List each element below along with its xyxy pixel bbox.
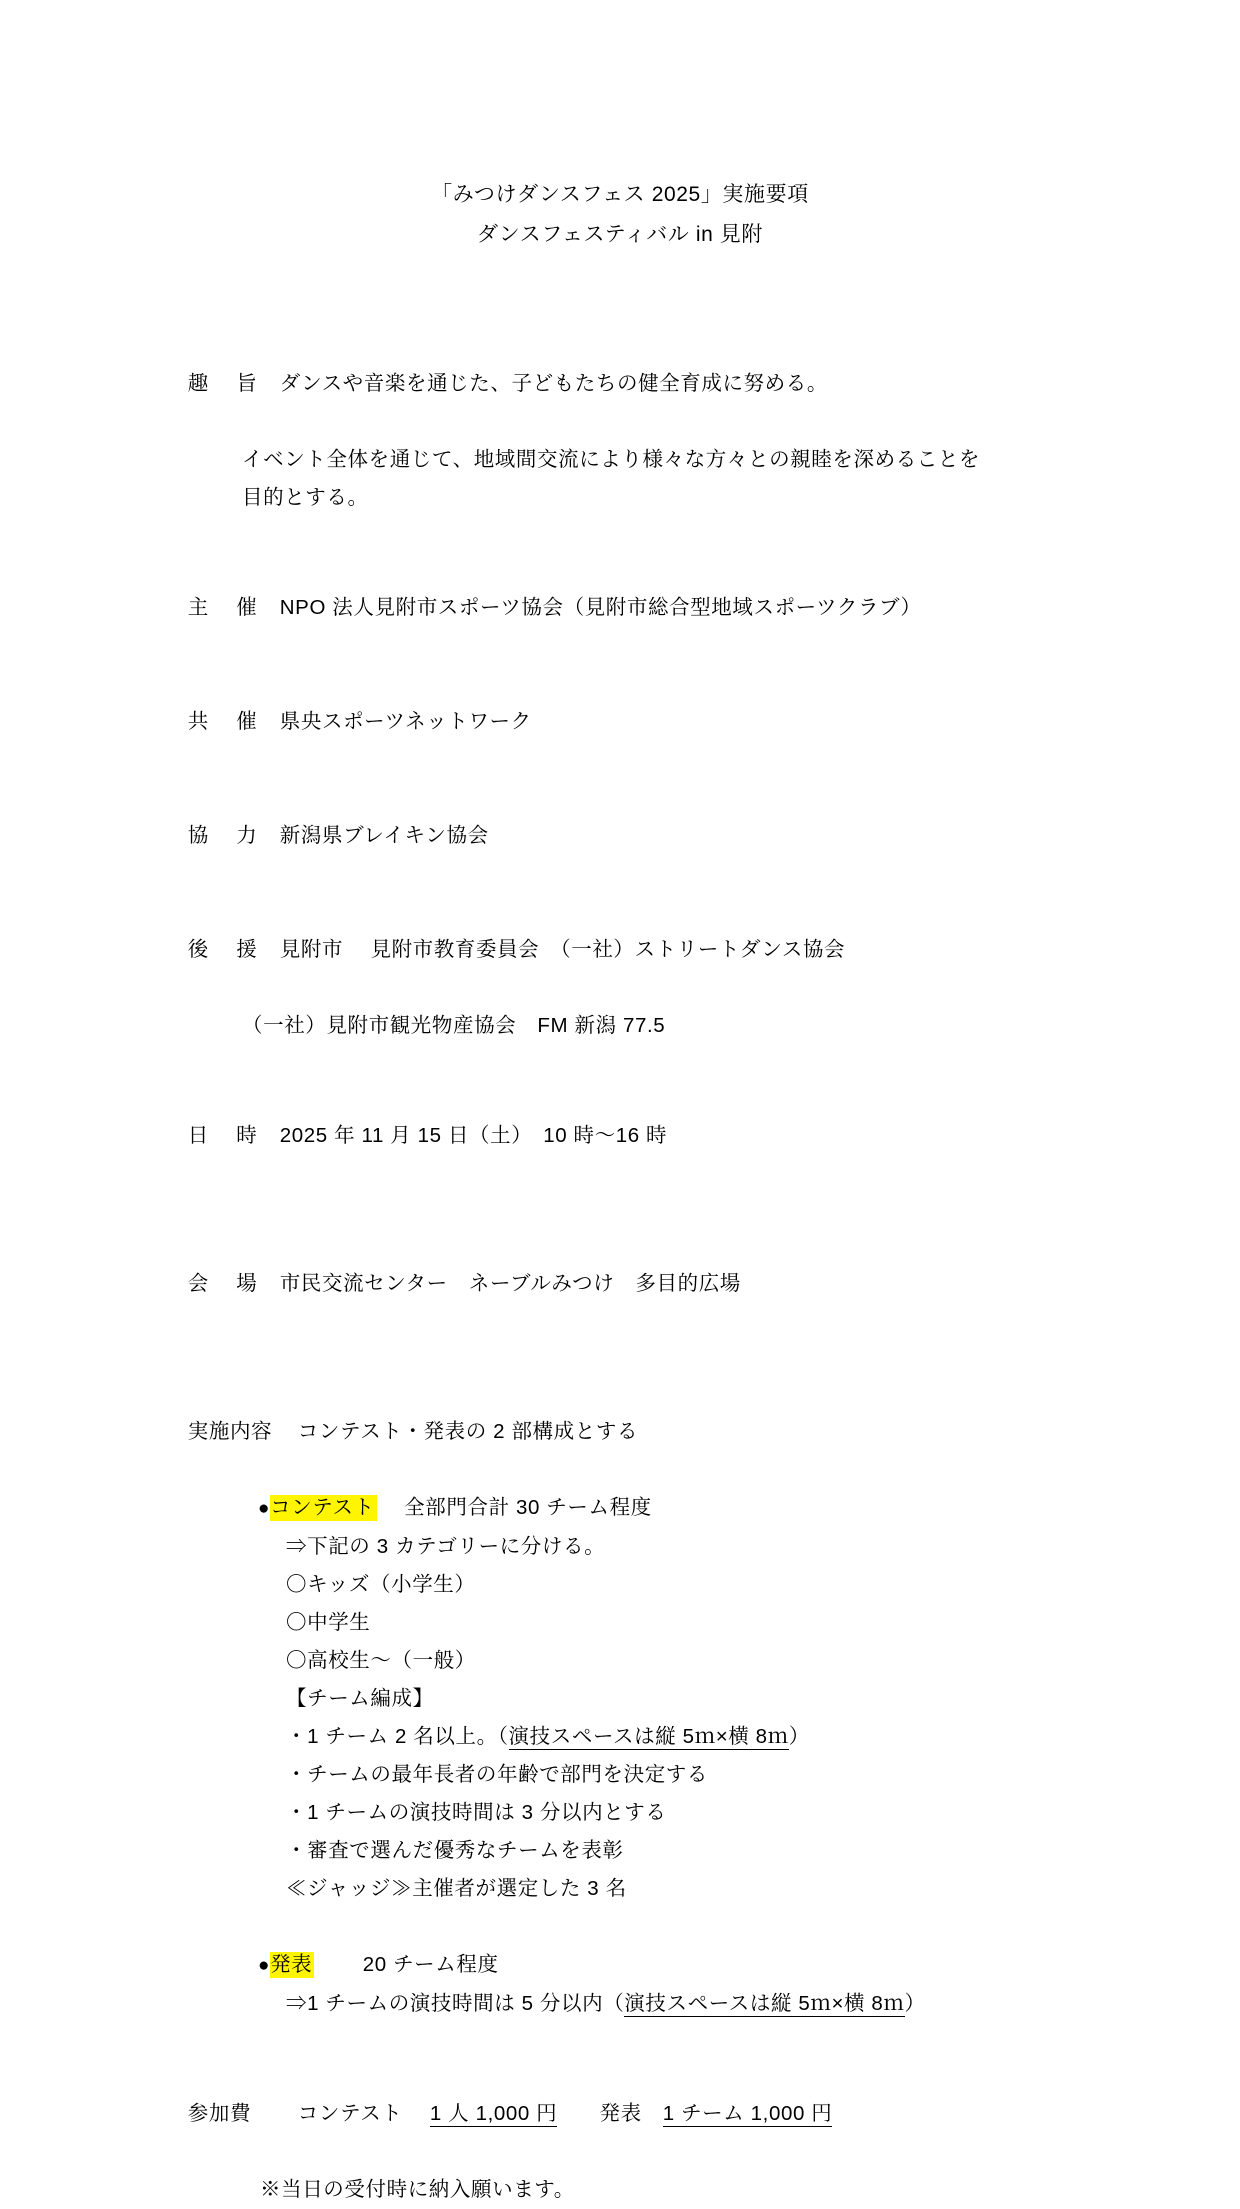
- contest-heading-highlight: コンテスト: [270, 1496, 375, 1519]
- spacer-5: [150, 1908, 1090, 1946]
- fee-note: ※当日の受付時に納入願います。: [260, 2178, 575, 2201]
- presentation-heading-rest: 20 チーム程度: [362, 1953, 499, 1976]
- spacer-4: [150, 1341, 1090, 1375]
- contest-category-3: 〇高校生～（一般）: [286, 1649, 476, 1672]
- section-purpose: [150, 327, 1090, 441]
- team-composition-heading: 【チーム編成】: [286, 1687, 434, 1710]
- support-line-1: 見附市 見附市教育委員会 （一社）ストリートダンス協会: [279, 938, 846, 961]
- contest-rule-1: ・チームの最年長者の年齢で部門を決定する: [286, 1763, 708, 1786]
- title-line-1: 「みつけダンスフェス 2025」実施要項: [431, 183, 809, 206]
- contest-rule-3: ・審査で選んだ優秀なチームを表彰: [286, 1839, 624, 1862]
- purpose-label: 趣 旨: [187, 372, 258, 395]
- co-organizer-value: 県央スポーツネットワーク: [279, 710, 532, 733]
- team-rule-space-underline: 演技スペースは縦 5ｍ×横 8ｍ: [508, 1725, 789, 1748]
- title-line-2: ダンスフェスティバル in 見附: [476, 223, 764, 246]
- section-fee: [150, 2057, 1090, 2171]
- presentation-note-prefix: ⇒1 チームの演技時間は 5 分以内（: [286, 1992, 625, 2015]
- spacer-1: [150, 517, 1090, 551]
- section-organizer: [150, 551, 1090, 665]
- contest-category-1: 〇キッズ（小学生）: [286, 1573, 476, 1596]
- cooperation-value: 新潟県ブレイキン協会: [279, 824, 489, 847]
- section-support: [150, 893, 1090, 1007]
- co-organizer-label: 共 催: [187, 710, 258, 733]
- program-label: 実施内容: [187, 1420, 273, 1443]
- support-line-2: （一社）見附市観光物産協会 FM 新潟 77.5: [242, 1014, 666, 1037]
- datetime-label: 日 時: [187, 1124, 258, 1147]
- venue-label: 会 場: [187, 1272, 258, 1295]
- section-co-organizer: [150, 665, 1090, 779]
- fee-label: 参加費: [187, 2102, 252, 2125]
- contest-note: ⇒下記の 3 カテゴリーに分ける。: [286, 1535, 606, 1558]
- cooperation-label: 協 力: [187, 824, 258, 847]
- venue-value: 市民交流センター ネーブルみつけ 多目的広場: [279, 1272, 741, 1295]
- fee-contest-value: 1 人 1,000 円: [429, 2102, 558, 2125]
- presentation-heading: [150, 1946, 1090, 1985]
- presentation-note-suffix: ）: [904, 1992, 926, 2015]
- team-rule-space-suffix: ）: [788, 1725, 810, 1748]
- document-title: [150, 175, 1090, 255]
- contest-rule-2: ・1 チームの演技時間は 3 分以内とする: [286, 1801, 667, 1824]
- presentation-bullet-icon: ●: [258, 1955, 271, 1976]
- section-program: [150, 1375, 1090, 1489]
- support-label: 後 援: [187, 938, 258, 961]
- contest-judge: ≪ジャッジ≫主催者が選定した 3 名: [286, 1877, 627, 1900]
- spacer-3: [150, 1193, 1090, 1227]
- contest-heading: [150, 1489, 1090, 1528]
- spacer-6: [150, 2023, 1090, 2057]
- section-venue: [150, 1227, 1090, 1341]
- program-value: コンテスト・発表の 2 部構成とする: [297, 1420, 639, 1443]
- presentation-note-underline: 演技スペースは縦 5ｍ×横 8ｍ: [624, 1992, 905, 2015]
- fee-contest-label: コンテスト: [297, 2102, 403, 2125]
- spacer-2: [150, 1045, 1090, 1079]
- contest-category-2: 〇中学生: [286, 1611, 371, 1634]
- purpose-line-2: イベント全体を通じて、地域間交流により様々な方々との親睦を深めることを: [242, 448, 981, 471]
- presentation-heading-highlight: 発表: [270, 1953, 313, 1976]
- team-rule-space: [150, 1718, 1090, 1756]
- purpose-line-1: ダンスや音楽を通じた、子どもたちの健全育成に努める。: [279, 372, 828, 395]
- section-datetime: [150, 1079, 1090, 1193]
- section-cooperation: [150, 779, 1090, 893]
- presentation-note: [150, 1985, 1090, 2023]
- fee-presentation-label: 発表: [599, 2102, 642, 2125]
- datetime-value: 2025 年 11 月 15 日（土） 10 時～16 時: [279, 1124, 668, 1147]
- purpose-line-3: 目的とする。: [242, 486, 369, 509]
- contest-heading-rest: 全部門合計 30 チーム程度: [404, 1496, 652, 1519]
- team-rule-space-prefix: ・1 チーム 2 名以上。（: [286, 1725, 509, 1748]
- document-body: [150, 327, 1090, 2209]
- organizer-label: 主 催: [187, 596, 258, 619]
- organizer-value: NPO 法人見附市スポーツ協会（見附市総合型地域スポーツクラブ）: [279, 596, 922, 619]
- contest-bullet-icon: ●: [258, 1498, 271, 1519]
- fee-presentation-value: 1 チーム 1,000 円: [662, 2102, 833, 2125]
